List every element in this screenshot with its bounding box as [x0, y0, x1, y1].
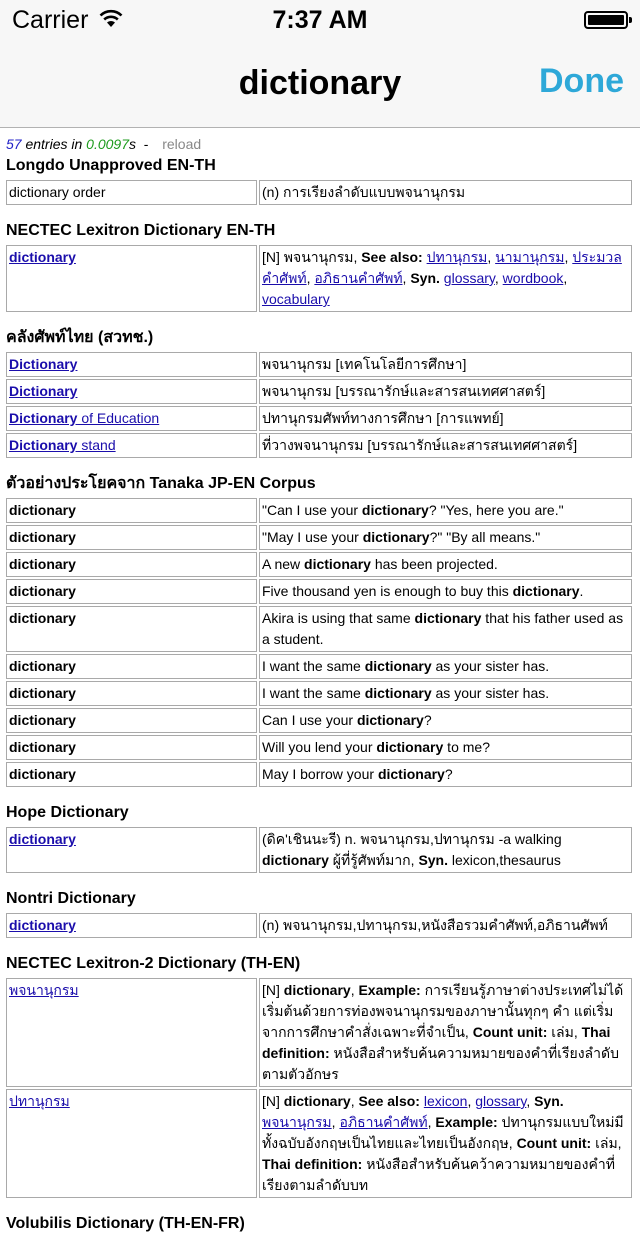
- word-cell: dictionary: [6, 762, 257, 787]
- section-nontri: [6, 889, 634, 940]
- word-cell: [6, 352, 257, 377]
- entries-in-label: entries in: [21, 136, 87, 152]
- section-title: ตัวอย่างประโยคจาก Tanaka JP-EN Corpus: [6, 475, 316, 492]
- results-table: [4, 911, 634, 940]
- navigation-bar: [0, 40, 640, 128]
- sentence-cell: [259, 654, 632, 679]
- sentence-cell: [259, 735, 632, 760]
- status-bar: [0, 0, 640, 40]
- word-bold: Dictionary: [9, 437, 78, 453]
- page-title: dictionary: [238, 64, 402, 102]
- word-cell: dictionary order: [6, 180, 257, 205]
- table-row: [6, 552, 632, 577]
- definition-cell: (n) การเรียงลำดับแบบพจนานุกรม: [259, 180, 632, 205]
- word-link[interactable]: dictionary: [9, 249, 76, 265]
- section-lexitron-2: [6, 954, 634, 1200]
- definition-text: (ดิค'เชินนะรี) n. พจนานุกรม,ปทานุกรม -a walking: [262, 831, 562, 847]
- word-cell: [6, 379, 257, 404]
- synonym-label: Syn.: [418, 852, 449, 868]
- synonym-label: Syn.: [410, 270, 440, 286]
- word-cell: [6, 827, 257, 873]
- word-link[interactable]: dictionary: [9, 831, 76, 847]
- sentence-keyword: dictionary: [377, 766, 445, 782]
- separator: -: [136, 136, 157, 152]
- results-table: [4, 496, 634, 789]
- carrier-label: Carrier: [12, 6, 89, 34]
- word-bold: Dictionary: [9, 383, 78, 399]
- sentence-keyword: dictionary: [304, 556, 371, 572]
- synonym-link[interactable]: อภิธานคำศัพท์: [339, 1114, 428, 1130]
- word-rest: of Education: [77, 410, 160, 426]
- word-cell: dictionary: [6, 525, 257, 550]
- sentence-keyword: dictionary: [362, 529, 430, 545]
- section-title: คลังศัพท์ไทย (สวทช.): [6, 329, 154, 346]
- sentence-keyword: dictionary: [414, 610, 482, 626]
- done-button[interactable]: Done: [539, 62, 624, 100]
- section-title: Volubilis Dictionary (TH-EN-FR): [6, 1215, 245, 1232]
- table-row: [6, 498, 632, 523]
- results-table: [4, 825, 634, 875]
- sentence-cell: [259, 525, 632, 550]
- definition-cell: [N] dictionary, See also: lexicon, glossary, Syn. พจนานุกรม, อภิธานคำศัพท์, Example: ปทานุกรมแบบใหม่มีทั้งฉบับอังกฤษเป็นไทยและไทยเป็นอังกฤษ, Count unit: เล่ม, Thai definition: หนังสือสำหรับค้นคว้าความหมายของคำที่เรียงตามลำดับบท: [259, 1089, 632, 1198]
- word-link[interactable]: ปทานุกรม: [9, 1093, 70, 1109]
- synonym-label: Syn.: [534, 1093, 564, 1109]
- sentence-cell: [259, 708, 632, 733]
- seconds-unit: s: [129, 136, 136, 152]
- table-row: [6, 762, 632, 787]
- table-row: [6, 525, 632, 550]
- definition-text: [N]: [262, 982, 284, 998]
- example-label: Example:: [435, 1114, 498, 1130]
- table-row: [6, 245, 632, 312]
- section-hope: [6, 803, 634, 875]
- definition-keyword: dictionary: [283, 1093, 351, 1109]
- word-cell: dictionary: [6, 708, 257, 733]
- word-cell: [6, 433, 257, 458]
- word-cell: dictionary: [6, 579, 257, 604]
- word-link[interactable]: พจนานุกรม: [9, 982, 79, 998]
- sentence-text: ?: [423, 712, 432, 728]
- sentence-text: .: [579, 583, 584, 599]
- table-row: [6, 913, 632, 938]
- word-cell: dictionary: [6, 735, 257, 760]
- synonym-link[interactable]: wordbook: [502, 270, 564, 286]
- word-cell: [6, 913, 257, 938]
- definition-cell: ที่วางพจนานุกรม [บรรณารักษ์และสารสนเทศศาสตร์]: [259, 433, 632, 458]
- sentence-text: to me?: [443, 739, 490, 755]
- definition-cell: พจนานุกรม [บรรณารักษ์และสารสนเทศศาสตร์]: [259, 379, 632, 404]
- clock: 7:37 AM: [272, 6, 368, 34]
- section-volubilis: [6, 1214, 634, 1233]
- sentence-cell: [259, 606, 632, 652]
- results-table: [4, 976, 634, 1200]
- definition-text: lexicon,thesaurus: [448, 852, 561, 868]
- word-link[interactable]: [9, 383, 77, 399]
- see-also-label: See also:: [361, 249, 423, 265]
- table-row: [6, 681, 632, 706]
- thai-definition-label: Thai definition:: [262, 1156, 363, 1172]
- sentence-cell: [259, 498, 632, 523]
- word-link[interactable]: [9, 410, 159, 426]
- definition-text: [N] พจนานุกรม,: [262, 249, 362, 265]
- word-cell: dictionary: [6, 654, 257, 679]
- example-text: ปทานุกรมแบบใหม่มีทั้งฉบับอังกฤษเป็นไทยและไทยเป็นอังกฤษ,: [262, 1114, 624, 1151]
- results-content: [0, 128, 640, 1232]
- count-unit-text: เล่ม,: [591, 1135, 622, 1151]
- sentence-keyword: dictionary: [364, 658, 432, 674]
- sentence-keyword: dictionary: [356, 712, 424, 728]
- table-row: [6, 606, 632, 652]
- definition-keyword: dictionary: [283, 982, 351, 998]
- see-also-link[interactable]: อภิธานคำศัพท์: [314, 270, 403, 286]
- sentence-cell: [259, 579, 632, 604]
- reload-link[interactable]: reload: [162, 136, 202, 152]
- definition-cell: [N] dictionary, Example: การเรียนรู้ภาษาต่างประเทศไม่ได้เริ่มต้นด้วยการท่องพจนานุกรมของภาษานั้นทุกๆ คำ แต่เริ่มจากการศึกษาคำสั่งเฉพาะที่จำเป็น, Count unit: เล่ม, Thai definition: หนังสือสำหรับค้นความหมายของคำที่เรียงลำดับตามตัวอักษร: [259, 978, 632, 1087]
- word-cell: dictionary: [6, 498, 257, 523]
- sentence-keyword: dictionary: [361, 502, 429, 518]
- table-row: [6, 708, 632, 733]
- sentence-cell: [259, 762, 632, 787]
- table-row: [6, 406, 632, 431]
- definition-cell: พจนานุกรม [เทคโนโลยีการศึกษา]: [259, 352, 632, 377]
- definition-keyword: dictionary: [262, 852, 329, 868]
- sentence-cell: [259, 552, 632, 577]
- synonym-link[interactable]: vocabulary: [262, 291, 330, 307]
- sentence-text: "May I use your: [262, 529, 363, 545]
- see-also-link[interactable]: ประมวลคำศัพท์: [262, 249, 622, 286]
- example-label: Example:: [358, 982, 421, 998]
- see-also-link[interactable]: glossary: [475, 1093, 527, 1109]
- see-also-link[interactable]: lexicon: [423, 1093, 468, 1109]
- section-title: Nontri Dictionary: [6, 890, 136, 907]
- battery-icon: [584, 11, 628, 29]
- synonym-link[interactable]: พจนานุกรม: [262, 1114, 332, 1130]
- results-table: [4, 243, 634, 314]
- results-table: [4, 350, 634, 460]
- table-row: [6, 433, 632, 458]
- sentence-keyword: dictionary: [364, 685, 432, 701]
- table-row: [6, 827, 632, 873]
- count-unit-label: Count unit:: [472, 1024, 548, 1040]
- count-unit-text: เล่ม,: [547, 1024, 582, 1040]
- see-also-link[interactable]: นามานุกรม: [495, 249, 565, 265]
- sentence-text: ?" "By all means.": [429, 529, 541, 545]
- sentence-text: Five thousand yen is enough to buy this: [262, 583, 513, 599]
- sentence-text: I want the same: [262, 685, 365, 701]
- sentence-keyword: dictionary: [376, 739, 444, 755]
- word-link[interactable]: dictionary: [9, 917, 76, 933]
- word-link[interactable]: [9, 437, 116, 453]
- thai-definition-label: Thai definition:: [262, 1024, 611, 1061]
- section-tanaka: [6, 474, 634, 789]
- section-title: Hope Dictionary: [6, 804, 129, 821]
- section-lexitron: [6, 221, 634, 314]
- entry-count: 57: [6, 136, 22, 152]
- table-row: [6, 1089, 632, 1198]
- word-cell: [6, 406, 257, 431]
- sentence-text: Can I use your: [262, 712, 357, 728]
- sentence-keyword: dictionary: [512, 583, 580, 599]
- word-cell: dictionary: [6, 606, 257, 652]
- see-also-link[interactable]: ปทานุกรม: [426, 249, 488, 265]
- sentence-text: A new: [262, 556, 305, 572]
- see-also-label: See also:: [358, 1093, 420, 1109]
- sentence-text: Will you lend your: [262, 739, 377, 755]
- definition-cell: ปทานุกรมศัพท์ทางการศึกษา [การแพทย์]: [259, 406, 632, 431]
- definition-cell: [259, 827, 632, 873]
- thai-definition-text: หนังสือสำหรับค้นความหมายของคำที่เรียงลำดับตามตัวอักษร: [262, 1045, 619, 1082]
- sentence-text: ?: [444, 766, 453, 782]
- word-rest: stand: [77, 437, 116, 453]
- word-cell: dictionary: [6, 681, 257, 706]
- table-row: [6, 654, 632, 679]
- sentence-text: as your sister has.: [431, 658, 550, 674]
- synonym-link[interactable]: glossary: [443, 270, 495, 286]
- thai-definition-text: หนังสือสำหรับค้นคว้าความหมายของคำที่เรียงตามลำดับบท: [262, 1156, 615, 1193]
- section-title: NECTEC Lexitron-2 Dictionary (TH-EN): [6, 955, 301, 972]
- sentence-text: "Can I use your: [262, 502, 362, 518]
- table-row: [6, 352, 632, 377]
- result-stats: [6, 136, 634, 152]
- word-cell: dictionary: [6, 552, 257, 577]
- sentence-text: ? "Yes, here you are.": [428, 502, 564, 518]
- word-link[interactable]: [9, 356, 77, 372]
- word-bold: Dictionary: [9, 410, 78, 426]
- section-klang-sap-thai: [6, 328, 634, 460]
- results-table: [4, 178, 634, 207]
- table-row: [6, 978, 632, 1087]
- sentence-text: May I borrow your: [262, 766, 378, 782]
- table-row: [6, 735, 632, 760]
- section-longdo: [6, 156, 634, 207]
- definition-text: ผู้ที่รู้ศัพท์มาก,: [328, 852, 419, 868]
- query-time: 0.0097: [86, 136, 129, 152]
- table-row: [6, 180, 632, 205]
- sentence-text: Akira is using that same: [262, 610, 415, 626]
- word-bold: Dictionary: [9, 356, 78, 372]
- section-title: NECTEC Lexitron Dictionary EN-TH: [6, 222, 276, 239]
- definition-cell: (n) พจนานุกรม,ปทานุกรม,หนังสือรวมคำศัพท์,อภิธานศัพท์: [259, 913, 632, 938]
- section-title: Longdo Unapproved EN-TH: [6, 157, 216, 174]
- table-row: [6, 379, 632, 404]
- definition-text: [N]: [262, 1093, 284, 1109]
- sentence-text: that his father used as a student.: [262, 610, 624, 647]
- sentence-text: has been projected.: [370, 556, 498, 572]
- sentence-text: as your sister has.: [431, 685, 550, 701]
- word-cell: [6, 1089, 257, 1198]
- definition-cell: [N] พจนานุกรม, See also: ปทานุกรม, นามานุกรม, ประมวลคำศัพท์, อภิธานคำศัพท์, Syn. glossary, wordbook, vocabulary: [259, 245, 632, 312]
- example-text: การเรียนรู้ภาษาต่างประเทศไม่ได้เริ่มต้นด้วยการท่องพจนานุกรมของภาษานั้นทุกๆ คำ แต่เริ่มจากการศึกษาคำสั่งเฉพาะที่จำเป็น,: [262, 982, 624, 1040]
- word-cell: [6, 978, 257, 1087]
- count-unit-label: Count unit:: [516, 1135, 592, 1151]
- table-row: [6, 579, 632, 604]
- sentence-cell: [259, 681, 632, 706]
- sentence-text: I want the same: [262, 658, 365, 674]
- word-cell: [6, 245, 257, 312]
